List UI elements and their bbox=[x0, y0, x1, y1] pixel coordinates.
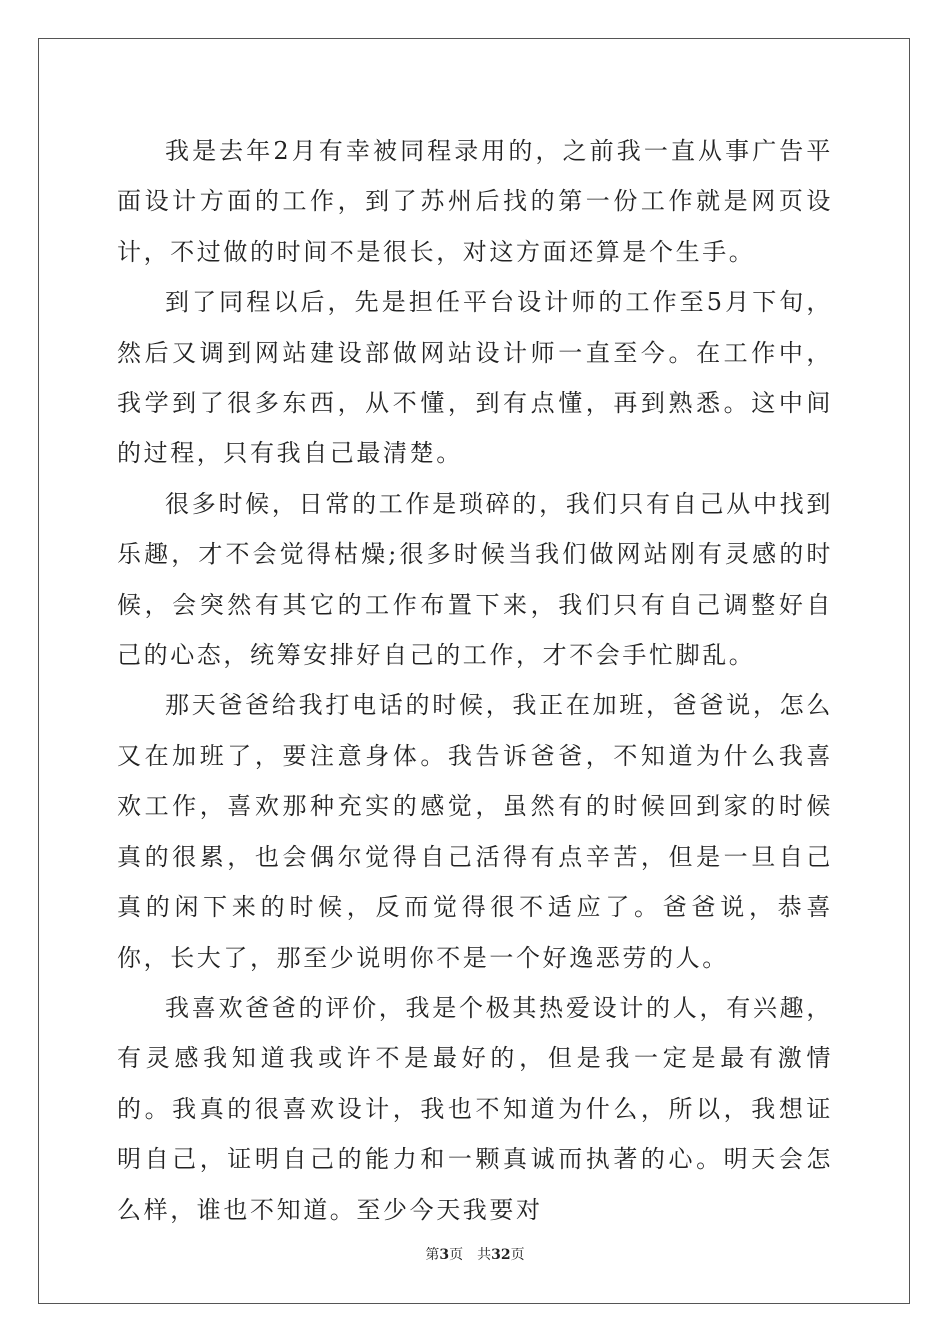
paragraph: 那天爸爸给我打电话的时候，我正在加班，爸爸说，怎么又在加班了，要注意身体。我告诉爸爸，不知道为什么我喜欢工作，喜欢那种充实的感觉，虽然有的时候回到家的时候真的很累，也会偶尔觉得自己活得有点辛苦，但是一旦自己真的闲下来的时候，反而觉得很不适应了。爸爸说，恭喜你，长大了，那至少说明你不是一个好逸恶劳的人。 bbox=[117, 691, 833, 972]
page-footer bbox=[0, 1244, 950, 1264]
total-label-suffix: 页 bbox=[510, 1247, 525, 1263]
total-page-count: 32 bbox=[491, 1247, 511, 1263]
paragraph: 很多时候，日常的工作是琐碎的，我们只有自己从中找到乐趣，才不会觉得枯燥;很多时候当我们做网站刚有灵感的时候，会突然有其它的工作布置下来，我们只有自己调整好自己的心态，统筹安排好自己的工作，才不会手忙脚乱。 bbox=[117, 489, 833, 670]
paragraph: 我喜欢爸爸的评价，我是个极其热爱设计的人，有兴趣，有灵感我知道我或许不是最好的，但是我一定是最有激情的。我真的很喜欢设计，我也不知道为什么，所以，我想证明自己，证明自己的能力和一颗真诚而执著的心。明天会怎么样，谁也不知道。至少今天我要对 bbox=[117, 993, 833, 1224]
current-page-number: 3 bbox=[439, 1247, 450, 1263]
paragraph: 我是去年2月有幸被同程录用的，之前我一直从事广告平面设计方面的工作，到了苏州后找的第一份工作就是网页设计，不过做的时间不是很长，对这方面还算是个生手。 bbox=[117, 137, 833, 266]
document-body bbox=[117, 126, 833, 1235]
total-label-prefix: 共 bbox=[477, 1247, 492, 1263]
page-label-prefix: 第 bbox=[425, 1247, 440, 1263]
paragraph: 到了同程以后，先是担任平台设计师的工作至5月下旬，然后又调到网站建设部做网站设计师一直至今。在工作中，我学到了很多东西，从不懂，到有点懂，再到熟悉。这中间的过程，只有我自己最清楚。 bbox=[117, 288, 833, 468]
page-label-suffix: 页 bbox=[449, 1247, 464, 1263]
